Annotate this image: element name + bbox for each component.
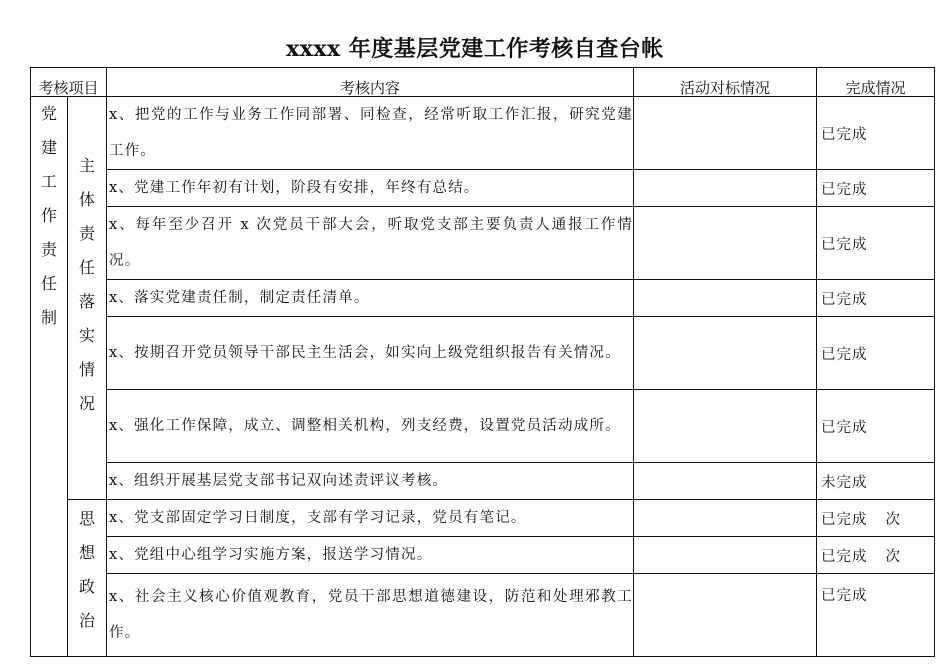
category-char: 建	[40, 138, 57, 157]
benchmark-cell[interactable]	[634, 207, 817, 280]
table-row	[31, 207, 935, 280]
benchmark-cell[interactable]	[634, 500, 817, 537]
benchmark-cell[interactable]	[634, 537, 817, 574]
status-text: 未完成	[821, 474, 868, 491]
benchmark-cell[interactable]	[634, 317, 817, 390]
subcategory-char: 政	[79, 577, 96, 596]
content-cell: x、社会主义核心价值观教育，党员干部思想道德建设，防范和处理邪教工作。	[107, 574, 634, 657]
category-char: 责	[40, 240, 57, 259]
benchmark-cell[interactable]	[634, 574, 817, 657]
subcategory-char: 情	[79, 360, 96, 379]
subcategory-char: 况	[79, 394, 96, 413]
status-text: 已完成	[821, 181, 868, 198]
table-row	[31, 574, 935, 657]
category-char: 工	[40, 172, 57, 191]
status-text: 已完成	[821, 346, 868, 363]
subcategory-char: 思	[79, 509, 96, 528]
status-text: 已完成	[821, 511, 868, 528]
subcategory-cell	[68, 500, 107, 657]
status-text: 已完成	[821, 291, 868, 308]
table-row	[31, 463, 935, 500]
header-benchmark: 活动对标情况	[634, 68, 817, 97]
subcategory-char: 体	[79, 190, 96, 209]
status-cell	[817, 574, 935, 657]
status-cell	[817, 280, 935, 317]
category-char: 作	[40, 206, 57, 225]
benchmark-cell[interactable]	[634, 280, 817, 317]
subcategory-char: 实	[79, 326, 96, 345]
subcategory-char: 任	[79, 258, 96, 277]
status-cell	[817, 207, 935, 280]
content-cell: x、党组中心组学习实施方案，报送学习情况。	[107, 537, 634, 574]
content-cell: x、每年至少召开 x 次党员干部大会，听取党支部主要负责人通报工作情况。	[107, 207, 634, 280]
header-content: 考核内容	[107, 68, 634, 97]
table-row	[31, 280, 935, 317]
benchmark-cell[interactable]	[634, 390, 817, 463]
status-text: 已完成	[821, 548, 868, 565]
table-row	[31, 390, 935, 463]
content-cell: x、党建工作年初有计划，阶段有安排，年终有总结。	[107, 170, 634, 207]
status-cell	[817, 500, 935, 537]
subcategory-char: 治	[79, 611, 96, 630]
table-row	[31, 170, 935, 207]
category-char: 党	[40, 104, 57, 123]
status-text: 已完成	[821, 419, 868, 436]
subcategory-char: 主	[79, 156, 96, 175]
status-cell	[817, 390, 935, 463]
header-status: 完成情况	[817, 68, 935, 97]
subcategory-cell	[68, 97, 107, 500]
category-char: 制	[40, 308, 57, 327]
status-extra: 次	[885, 511, 902, 528]
table-row	[31, 97, 935, 170]
self-check-table	[30, 67, 935, 657]
content-cell: x、落实党建责任制，制定责任清单。	[107, 280, 634, 317]
benchmark-cell[interactable]	[634, 170, 817, 207]
subcategory-char: 落	[79, 292, 96, 311]
status-text: 已完成	[821, 588, 868, 604]
subcategory-char: 责	[79, 224, 96, 243]
status-extra: 次	[885, 548, 902, 565]
header-item: 考核项目	[31, 68, 107, 97]
status-cell	[817, 537, 935, 574]
benchmark-cell[interactable]	[634, 463, 817, 500]
status-cell	[817, 170, 935, 207]
status-cell	[817, 97, 935, 170]
status-text: 已完成	[821, 236, 868, 253]
table-header-row	[31, 68, 935, 97]
table-row	[31, 500, 935, 537]
status-cell	[817, 317, 935, 390]
content-cell: x、强化工作保障，成立、调整相关机构，列支经费，设置党员活动成所。	[107, 390, 634, 463]
status-cell	[817, 463, 935, 500]
status-text: 已完成	[821, 126, 868, 143]
category-char: 任	[40, 274, 57, 293]
table-row	[31, 537, 935, 574]
category-cell	[31, 97, 68, 657]
content-cell: x、把党的工作与业务工作同部署、同检查，经常听取工作汇报，研究党建工作。	[107, 97, 634, 170]
table-row	[31, 317, 935, 390]
benchmark-cell[interactable]	[634, 97, 817, 170]
content-cell: x、按期召开党员领导干部民主生活会，如实向上级党组织报告有关情况。	[107, 317, 634, 390]
subcategory-char: 想	[79, 543, 96, 562]
document-title: xxxx 年度基层党建工作考核自查台帐	[286, 36, 664, 62]
content-cell: x、组织开展基层党支部书记双向述责评议考核。	[107, 463, 634, 500]
content-cell: x、党支部固定学习日制度，支部有学习记录，党员有笔记。	[107, 500, 634, 537]
